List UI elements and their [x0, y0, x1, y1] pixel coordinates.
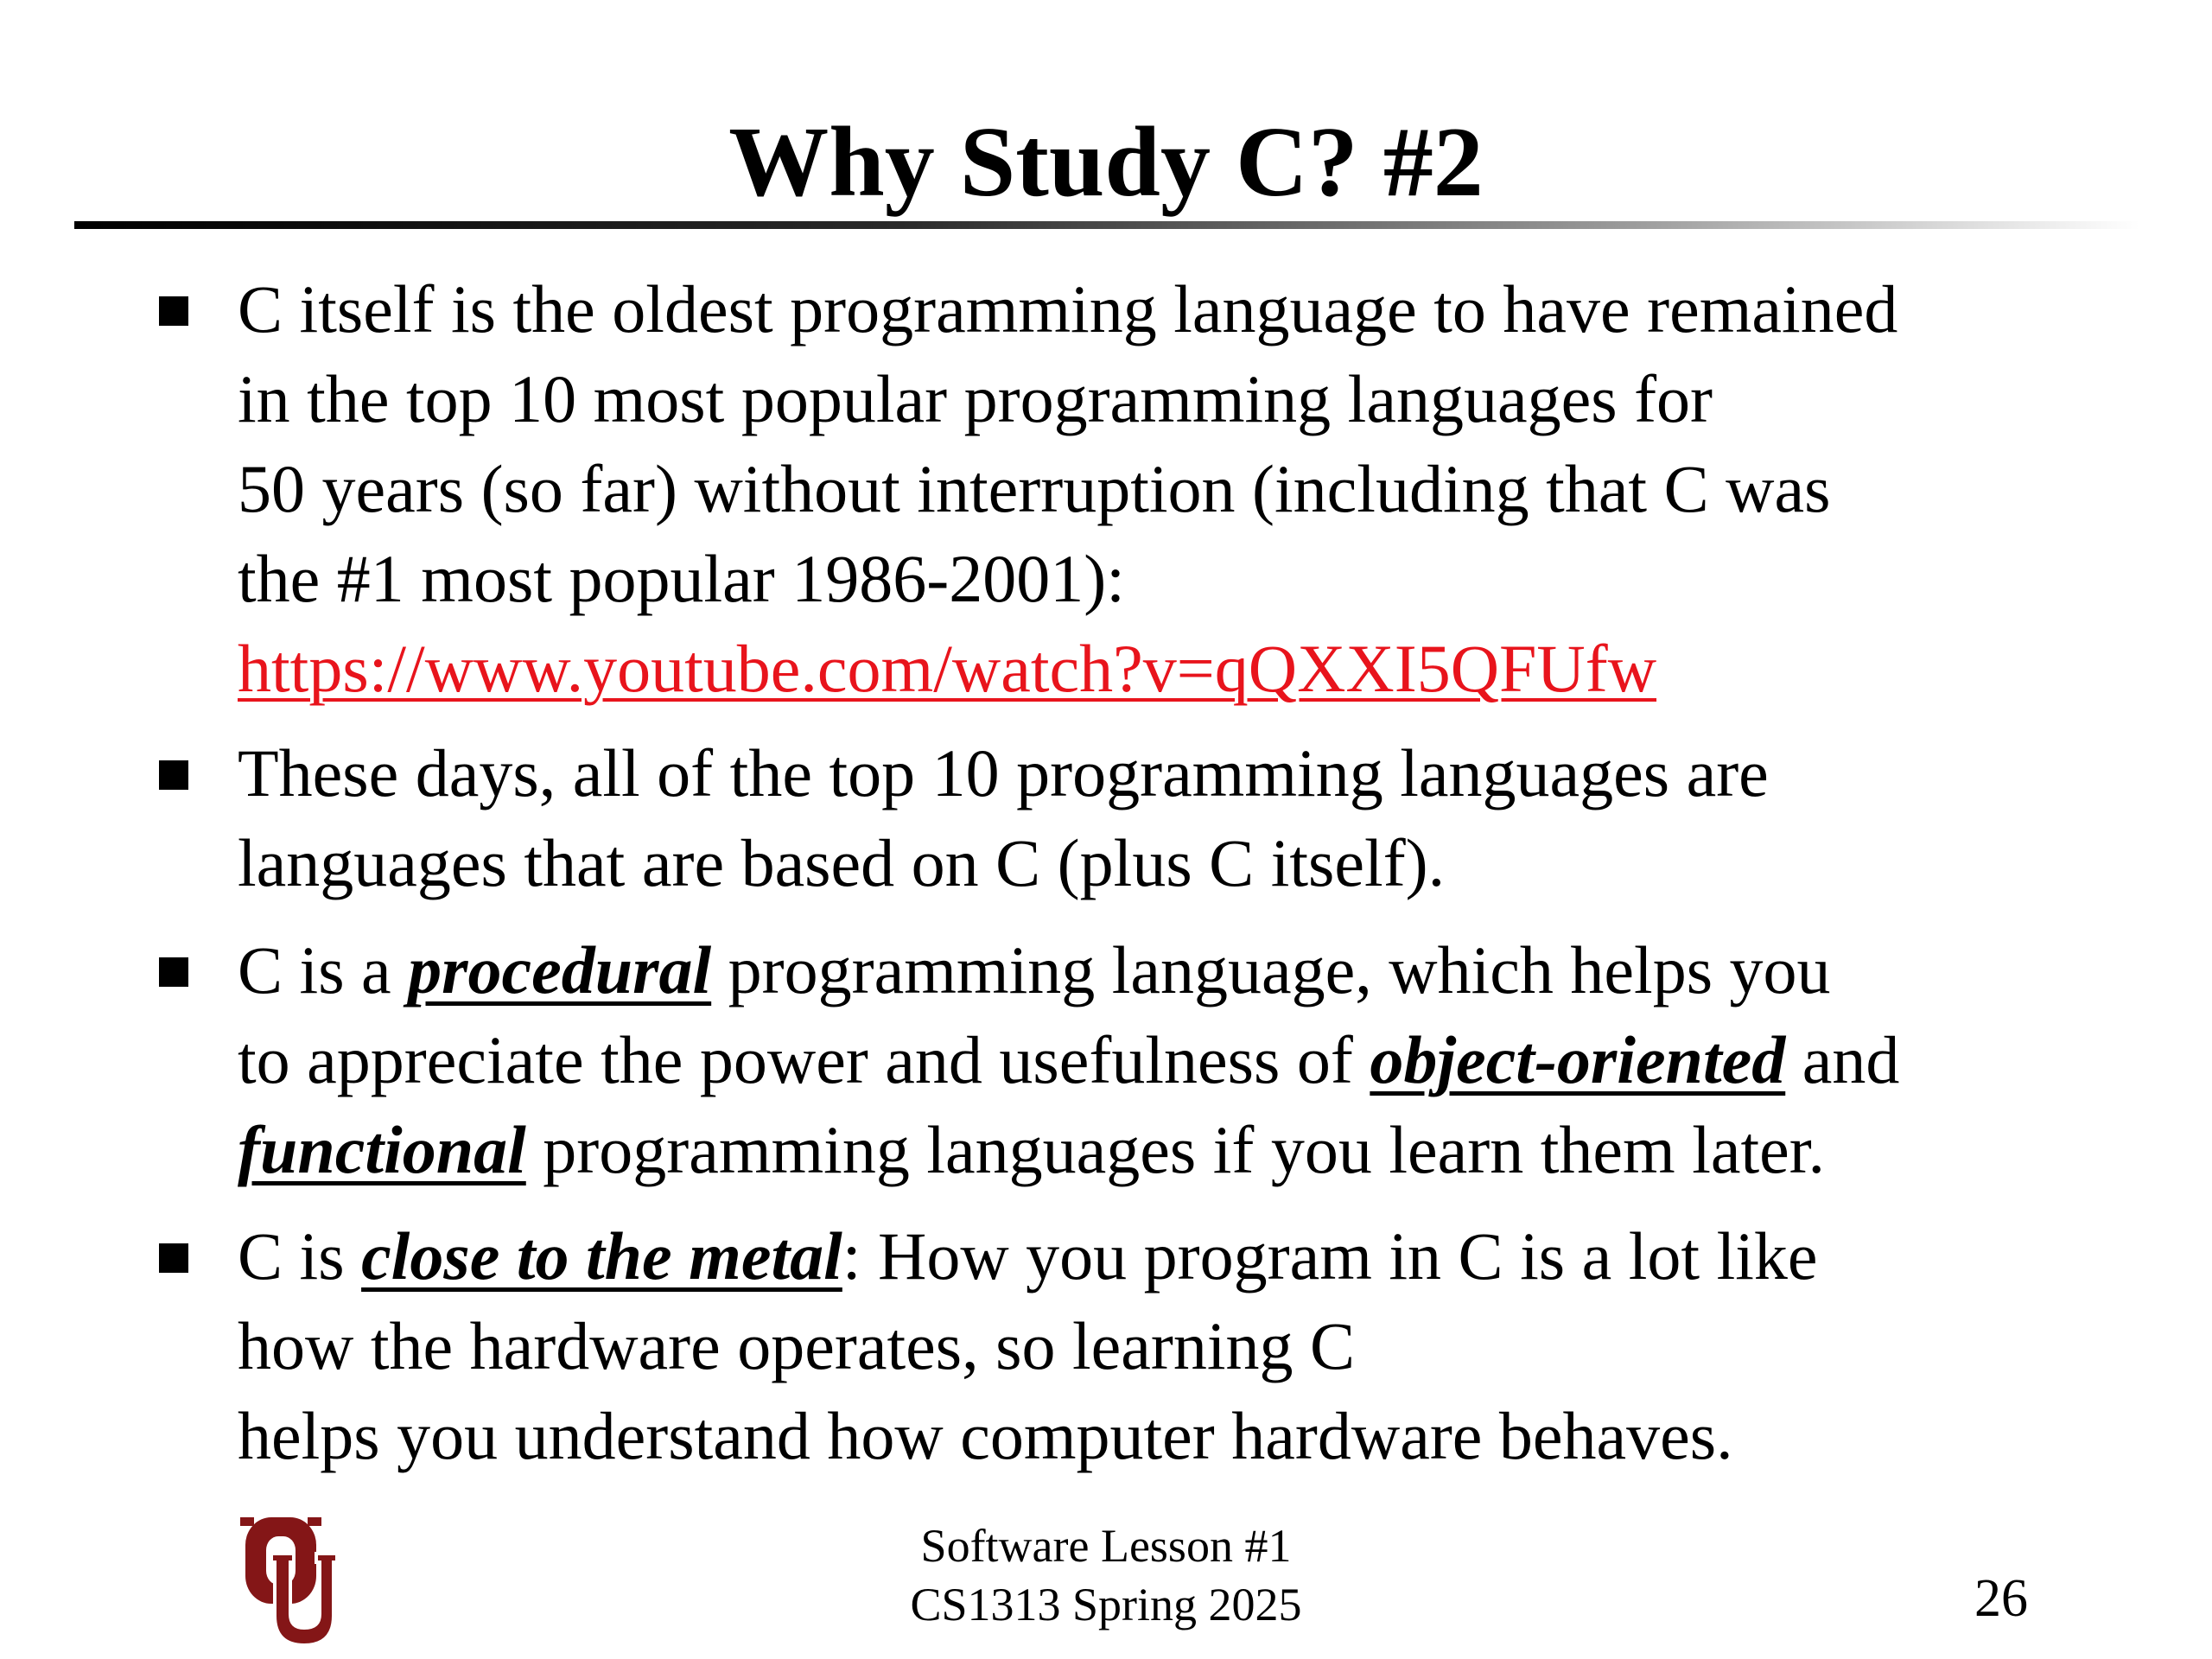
text-run: : How you program in C is a lot like — [842, 1218, 1818, 1294]
bullet-line: in the top 10 most popular programming languages for — [238, 361, 1713, 436]
slide-title: Why Study C? #2 — [728, 107, 1484, 218]
bullet-oldest-language — [238, 264, 2087, 714]
square-bullet-icon — [159, 296, 188, 326]
bullet-procedural — [238, 925, 2087, 1195]
bullet-line — [238, 1015, 2087, 1105]
square-bullet-icon — [159, 760, 188, 790]
bullet-line: helps you understand how computer hardware behaves. — [238, 1398, 1733, 1473]
footer-course-info — [0, 1516, 2212, 1634]
bullet-line: languages that are based on C (plus C itself). — [238, 825, 1446, 900]
emphasis-procedural: procedural — [408, 932, 712, 1007]
bullet-line — [238, 1211, 2087, 1301]
footer-course-term: CS1313 Spring 2025 — [910, 1579, 1302, 1630]
text-run: to appreciate the power and usefulness of — [238, 1022, 1370, 1097]
bullet-line — [238, 925, 2087, 1015]
bullet-line: the #1 most popular 1986-2001): — [238, 541, 1125, 616]
text-run: programming languages if you learn them later. — [525, 1112, 1825, 1187]
emphasis-functional: functional — [238, 1112, 526, 1187]
footer-lesson: Software Lesson #1 — [920, 1520, 1292, 1572]
bullet-top-ten-based-on-c — [238, 728, 2087, 908]
text-run: C is a — [238, 932, 409, 1007]
text-run: C is — [238, 1218, 362, 1294]
bullet-line: C itself is the oldest programming language to have remained — [238, 271, 1898, 346]
bullet-line — [238, 1105, 2087, 1195]
bullet-line: These days, all of the top 10 programming languages are — [238, 735, 1769, 810]
emphasis-close-to-metal: close to the metal — [361, 1218, 842, 1294]
square-bullet-icon — [159, 1243, 188, 1273]
youtube-link[interactable]: https://www.youtube.com/watch?v=qQXXI5QFUfw — [238, 631, 1657, 706]
bullet-line: how the hardware operates, so learning C — [238, 1308, 1356, 1383]
square-bullet-icon — [159, 957, 188, 987]
text-run: and — [1785, 1022, 1900, 1097]
text-run: programming language, which helps you — [711, 932, 1831, 1007]
emphasis-object-oriented: object-oriented — [1370, 1022, 1786, 1097]
bullet-close-to-metal — [238, 1211, 2087, 1481]
page-number: 26 — [1974, 1569, 2028, 1628]
bullet-line: 50 years (so far) without interruption (including that C was — [238, 451, 1831, 526]
